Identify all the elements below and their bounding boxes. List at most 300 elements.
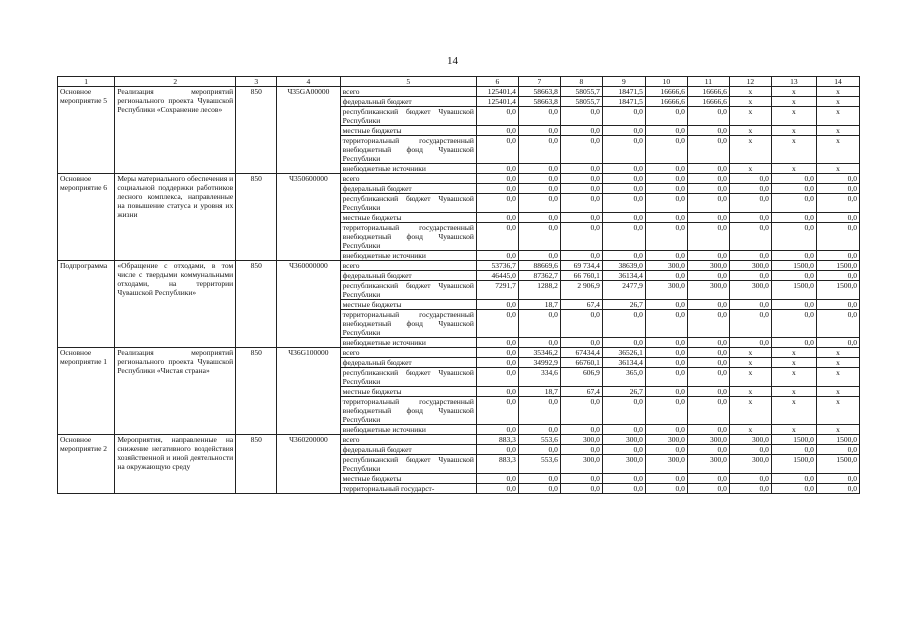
budget-table — [57, 76, 860, 494]
amount-cell: 16666,6 — [645, 97, 687, 107]
amount-cell: 16666,6 — [645, 87, 687, 97]
amount-cell: 0,0 — [518, 484, 560, 494]
amount-cell: 0,0 — [687, 445, 729, 455]
amount-cell: 300,0 — [687, 281, 729, 300]
amount-cell: x — [771, 368, 816, 387]
funding-source: территориальный государственный внебюджетный фонд Чувашской Республики — [340, 397, 476, 425]
amount-cell: x — [816, 358, 859, 368]
funding-source: республиканский бюджет Чувашской Республики — [340, 107, 476, 126]
amount-cell: 0,0 — [518, 107, 560, 126]
amount-cell: 0,0 — [476, 368, 518, 387]
funding-source: внебюджетные источники — [340, 251, 476, 261]
amount-cell: 0,0 — [560, 126, 602, 136]
amount-cell: 0,0 — [476, 126, 518, 136]
amount-cell: 0,0 — [816, 194, 859, 213]
amount-cell: 0,0 — [476, 338, 518, 348]
amount-cell: 0,0 — [602, 184, 645, 194]
amount-cell: 0,0 — [476, 136, 518, 164]
amount-cell: 0,0 — [645, 338, 687, 348]
funding-source: территориальный государст- — [340, 484, 476, 494]
amount-cell: 300,0 — [602, 455, 645, 474]
amount-cell: 0,0 — [771, 310, 816, 338]
funding-source: федеральный бюджет — [340, 445, 476, 455]
amount-cell: 0,0 — [560, 251, 602, 261]
amount-cell: 26,7 — [602, 387, 645, 397]
amount-cell: 0,0 — [645, 174, 687, 184]
amount-cell: 26,7 — [602, 300, 645, 310]
amount-cell: 0,0 — [602, 338, 645, 348]
amount-cell: 0,0 — [645, 126, 687, 136]
amount-cell: 0,0 — [476, 184, 518, 194]
amount-cell: 0,0 — [816, 474, 859, 484]
grbs-code: 850 — [236, 87, 277, 174]
header-row — [58, 77, 860, 87]
amount-cell: 0,0 — [816, 484, 859, 494]
amount-cell: 300,0 — [687, 261, 729, 271]
amount-cell: x — [771, 164, 816, 174]
amount-cell: 0,0 — [687, 310, 729, 338]
amount-cell: 58663,8 — [518, 87, 560, 97]
amount-cell: 0,0 — [602, 164, 645, 174]
amount-cell: x — [771, 397, 816, 425]
amount-cell: 0,0 — [729, 251, 771, 261]
amount-cell: 0,0 — [816, 310, 859, 338]
amount-cell: 0,0 — [476, 387, 518, 397]
amount-cell: 0,0 — [687, 387, 729, 397]
amount-cell: 0,0 — [645, 300, 687, 310]
amount-cell: 0,0 — [476, 397, 518, 425]
amount-cell: 0,0 — [645, 474, 687, 484]
column-header: 14 — [816, 77, 859, 87]
amount-cell: 0,0 — [645, 194, 687, 213]
amount-cell: 0,0 — [602, 174, 645, 184]
amount-cell: 0,0 — [771, 184, 816, 194]
amount-cell: x — [729, 107, 771, 126]
funding-source: всего — [340, 87, 476, 97]
amount-cell: 0,0 — [645, 164, 687, 174]
column-header: 1 — [58, 77, 115, 87]
amount-cell: 0,0 — [518, 223, 560, 251]
amount-cell: x — [771, 107, 816, 126]
amount-cell: 36134,4 — [602, 358, 645, 368]
amount-cell: 0,0 — [476, 425, 518, 435]
amount-cell: 67,4 — [560, 387, 602, 397]
amount-cell: 0,0 — [645, 348, 687, 358]
amount-cell: 0,0 — [771, 194, 816, 213]
table-row — [58, 87, 860, 97]
amount-cell: 0,0 — [476, 223, 518, 251]
amount-cell: 0,0 — [687, 223, 729, 251]
amount-cell: 0,0 — [687, 348, 729, 358]
amount-cell: 125401,4 — [476, 97, 518, 107]
amount-cell: 7291,7 — [476, 281, 518, 300]
funding-source: федеральный бюджет — [340, 358, 476, 368]
amount-cell: 0,0 — [687, 397, 729, 425]
funding-source: внебюджетные источники — [340, 338, 476, 348]
column-header: 9 — [602, 77, 645, 87]
amount-cell: x — [816, 368, 859, 387]
amount-cell: 1500,0 — [771, 455, 816, 474]
amount-cell: 2 906,9 — [560, 281, 602, 300]
amount-cell: 46445,0 — [476, 271, 518, 281]
amount-cell: 0,0 — [687, 338, 729, 348]
amount-cell: 0,0 — [816, 174, 859, 184]
amount-cell: 1500,0 — [816, 455, 859, 474]
amount-cell: 0,0 — [602, 310, 645, 338]
amount-cell: 67434,4 — [560, 348, 602, 358]
amount-cell: 0,0 — [476, 358, 518, 368]
amount-cell: 16666,6 — [687, 87, 729, 97]
amount-cell: x — [729, 358, 771, 368]
amount-cell: 0,0 — [602, 484, 645, 494]
amount-cell: x — [729, 164, 771, 174]
amount-cell: 0,0 — [476, 107, 518, 126]
amount-cell: 0,0 — [687, 194, 729, 213]
amount-cell: 0,0 — [560, 223, 602, 251]
amount-cell: 0,0 — [687, 213, 729, 223]
amount-cell: 0,0 — [560, 107, 602, 126]
amount-cell: 0,0 — [729, 223, 771, 251]
amount-cell: 88669,6 — [518, 261, 560, 271]
amount-cell: 1500,0 — [771, 281, 816, 300]
amount-cell: 0,0 — [771, 251, 816, 261]
funding-source: внебюджетные источники — [340, 164, 476, 174]
column-header: 13 — [771, 77, 816, 87]
amount-cell: 0,0 — [687, 126, 729, 136]
amount-cell: 0,0 — [560, 445, 602, 455]
amount-cell: 0,0 — [687, 300, 729, 310]
amount-cell: 0,0 — [729, 310, 771, 338]
amount-cell: 0,0 — [687, 474, 729, 484]
measure-type: Основное мероприятие 1 — [58, 348, 115, 435]
amount-cell: 883,3 — [476, 455, 518, 474]
column-header: 11 — [687, 77, 729, 87]
amount-cell: 87362,7 — [518, 271, 560, 281]
amount-cell: 0,0 — [645, 251, 687, 261]
amount-cell: 1500,0 — [771, 261, 816, 271]
amount-cell: 0,0 — [771, 213, 816, 223]
amount-cell: 300,0 — [687, 455, 729, 474]
amount-cell: 0,0 — [560, 474, 602, 484]
funding-source: всего — [340, 435, 476, 445]
amount-cell: 36526,1 — [602, 348, 645, 358]
amount-cell: x — [771, 358, 816, 368]
amount-cell: 300,0 — [645, 435, 687, 445]
amount-cell: 0,0 — [816, 300, 859, 310]
funding-source: федеральный бюджет — [340, 271, 476, 281]
amount-cell: x — [816, 425, 859, 435]
amount-cell: 2477,9 — [602, 281, 645, 300]
amount-cell: 0,0 — [645, 445, 687, 455]
amount-cell: 0,0 — [729, 174, 771, 184]
grbs-code: 850 — [236, 435, 277, 494]
column-header: 10 — [645, 77, 687, 87]
amount-cell: 300,0 — [729, 261, 771, 271]
budget-code: Ч350600000 — [277, 174, 341, 261]
amount-cell: 18,7 — [518, 387, 560, 397]
amount-cell: 0,0 — [602, 107, 645, 126]
amount-cell: 0,0 — [560, 136, 602, 164]
amount-cell: 18471,5 — [602, 87, 645, 97]
amount-cell: x — [816, 397, 859, 425]
amount-cell: 300,0 — [645, 261, 687, 271]
funding-source: федеральный бюджет — [340, 184, 476, 194]
funding-source: федеральный бюджет — [340, 97, 476, 107]
amount-cell: 0,0 — [476, 300, 518, 310]
amount-cell: 553,6 — [518, 455, 560, 474]
funding-source: местные бюджеты — [340, 474, 476, 484]
amount-cell: 0,0 — [602, 474, 645, 484]
amount-cell: x — [816, 87, 859, 97]
amount-cell: 0,0 — [687, 164, 729, 174]
amount-cell: 0,0 — [518, 126, 560, 136]
measure-type: Основное мероприятие 5 — [58, 87, 115, 174]
amount-cell: 67,4 — [560, 300, 602, 310]
measure-name: Меры материального обеспечения и социальной поддержки работников лесного комплекса, направленные на повышение статуса и уровня их жизни — [115, 174, 236, 261]
amount-cell: x — [816, 107, 859, 126]
budget-code: Ч360000000 — [277, 261, 341, 348]
amount-cell: 0,0 — [518, 251, 560, 261]
amount-cell: 0,0 — [816, 445, 859, 455]
amount-cell: x — [771, 136, 816, 164]
amount-cell: 36134,4 — [602, 271, 645, 281]
funding-source: всего — [340, 261, 476, 271]
amount-cell: 0,0 — [729, 300, 771, 310]
amount-cell: 1288,2 — [518, 281, 560, 300]
amount-cell: 0,0 — [560, 184, 602, 194]
amount-cell: 0,0 — [816, 271, 859, 281]
amount-cell: 0,0 — [476, 194, 518, 213]
amount-cell: 0,0 — [645, 387, 687, 397]
amount-cell: 0,0 — [645, 184, 687, 194]
amount-cell: x — [816, 387, 859, 397]
amount-cell: 53736,7 — [476, 261, 518, 271]
amount-cell: 0,0 — [687, 271, 729, 281]
amount-cell: 0,0 — [687, 174, 729, 184]
amount-cell: 0,0 — [645, 107, 687, 126]
amount-cell: 0,0 — [560, 397, 602, 425]
amount-cell: 0,0 — [771, 484, 816, 494]
amount-cell: 0,0 — [560, 310, 602, 338]
amount-cell: 0,0 — [476, 213, 518, 223]
amount-cell: 300,0 — [729, 455, 771, 474]
amount-cell: 0,0 — [476, 310, 518, 338]
amount-cell: 0,0 — [518, 310, 560, 338]
amount-cell: x — [816, 126, 859, 136]
amount-cell: 66760,1 — [560, 358, 602, 368]
amount-cell: 0,0 — [602, 223, 645, 251]
amount-cell: 0,0 — [602, 397, 645, 425]
amount-cell: 0,0 — [645, 397, 687, 425]
amount-cell: 0,0 — [687, 251, 729, 261]
column-header: 12 — [729, 77, 771, 87]
amount-cell: x — [729, 387, 771, 397]
amount-cell: 0,0 — [645, 425, 687, 435]
amount-cell: 0,0 — [518, 194, 560, 213]
amount-cell: 0,0 — [771, 445, 816, 455]
amount-cell: 18,7 — [518, 300, 560, 310]
amount-cell: 58055,7 — [560, 87, 602, 97]
funding-source: территориальный государственный внебюджетный фонд Чувашской Республики — [340, 223, 476, 251]
amount-cell: 18471,5 — [602, 97, 645, 107]
amount-cell: 0,0 — [560, 213, 602, 223]
amount-cell: 1500,0 — [816, 435, 859, 445]
funding-source: всего — [340, 174, 476, 184]
amount-cell: 1500,0 — [816, 281, 859, 300]
amount-cell: 0,0 — [771, 474, 816, 484]
amount-cell: 58055,7 — [560, 97, 602, 107]
amount-cell: 0,0 — [602, 425, 645, 435]
amount-cell: x — [729, 126, 771, 136]
amount-cell: 0,0 — [687, 184, 729, 194]
amount-cell: x — [729, 368, 771, 387]
amount-cell: 0,0 — [518, 174, 560, 184]
amount-cell: x — [729, 87, 771, 97]
funding-source: республиканский бюджет Чувашской Республики — [340, 368, 476, 387]
amount-cell: 0,0 — [518, 184, 560, 194]
column-header: 6 — [476, 77, 518, 87]
amount-cell: 0,0 — [816, 338, 859, 348]
amount-cell: 0,0 — [602, 194, 645, 213]
amount-cell: 300,0 — [645, 455, 687, 474]
amount-cell: x — [771, 87, 816, 97]
amount-cell: 0,0 — [560, 425, 602, 435]
amount-cell: 365,0 — [602, 368, 645, 387]
column-header: 5 — [340, 77, 476, 87]
amount-cell: 0,0 — [560, 338, 602, 348]
amount-cell: 0,0 — [687, 368, 729, 387]
amount-cell: 300,0 — [729, 435, 771, 445]
amount-cell: 0,0 — [687, 484, 729, 494]
amount-cell: 38639,0 — [602, 261, 645, 271]
amount-cell: 300,0 — [602, 435, 645, 445]
amount-cell: 0,0 — [476, 251, 518, 261]
amount-cell: 300,0 — [560, 435, 602, 445]
amount-cell: 0,0 — [771, 174, 816, 184]
amount-cell: 0,0 — [729, 213, 771, 223]
funding-source: местные бюджеты — [340, 126, 476, 136]
measure-type: Основное мероприятие 6 — [58, 174, 115, 261]
budget-code: Ч35GA00000 — [277, 87, 341, 174]
column-header: 4 — [277, 77, 341, 87]
amount-cell: 0,0 — [602, 445, 645, 455]
amount-cell: 0,0 — [645, 213, 687, 223]
amount-cell: 0,0 — [560, 484, 602, 494]
amount-cell: 0,0 — [476, 484, 518, 494]
amount-cell: 0,0 — [687, 107, 729, 126]
amount-cell: x — [729, 136, 771, 164]
table-row — [58, 348, 860, 358]
amount-cell: 553,6 — [518, 435, 560, 445]
amount-cell: 0,0 — [476, 174, 518, 184]
funding-source: местные бюджеты — [340, 387, 476, 397]
funding-source: территориальный государственный внебюджетный фонд Чувашской Республики — [340, 310, 476, 338]
amount-cell: 883,3 — [476, 435, 518, 445]
amount-cell: 1500,0 — [771, 435, 816, 445]
funding-source: республиканский бюджет Чувашской Республики — [340, 194, 476, 213]
amount-cell: x — [816, 136, 859, 164]
amount-cell: 0,0 — [560, 164, 602, 174]
amount-cell: x — [729, 397, 771, 425]
amount-cell: 0,0 — [645, 223, 687, 251]
amount-cell: 0,0 — [602, 126, 645, 136]
measure-type: Подпрограмма — [58, 261, 115, 348]
amount-cell: 125401,4 — [476, 87, 518, 97]
amount-cell: 0,0 — [518, 136, 560, 164]
amount-cell: x — [729, 425, 771, 435]
amount-cell: 34992,9 — [518, 358, 560, 368]
amount-cell: 0,0 — [645, 484, 687, 494]
funding-source: всего — [340, 348, 476, 358]
budget-code: Ч36G100000 — [277, 348, 341, 435]
amount-cell: 0,0 — [771, 223, 816, 251]
budget-code: Ч360200000 — [277, 435, 341, 494]
amount-cell: 0,0 — [687, 358, 729, 368]
amount-cell: 0,0 — [518, 213, 560, 223]
amount-cell: 0,0 — [602, 136, 645, 164]
column-header: 8 — [560, 77, 602, 87]
amount-cell: 0,0 — [771, 300, 816, 310]
amount-cell: x — [816, 348, 859, 358]
measure-name: «Обращение с отходами, в том числе с твердыми коммунальными отходами, на территории Чувашской Республики» — [115, 261, 236, 348]
amount-cell: 606,9 — [560, 368, 602, 387]
grbs-code: 850 — [236, 348, 277, 435]
funding-source: внебюджетные источники — [340, 425, 476, 435]
amount-cell: x — [771, 126, 816, 136]
amount-cell: x — [729, 97, 771, 107]
amount-cell: 0,0 — [476, 164, 518, 174]
amount-cell: 0,0 — [602, 213, 645, 223]
funding-source: территориальный государственный внебюджетный фонд Чувашской Республики — [340, 136, 476, 164]
column-header: 2 — [115, 77, 236, 87]
table-row — [58, 261, 860, 271]
column-header: 7 — [518, 77, 560, 87]
amount-cell: x — [771, 387, 816, 397]
amount-cell: 0,0 — [729, 474, 771, 484]
amount-cell: 0,0 — [518, 445, 560, 455]
amount-cell: 0,0 — [476, 474, 518, 484]
column-header: 3 — [236, 77, 277, 87]
amount-cell: x — [771, 97, 816, 107]
amount-cell: 0,0 — [645, 136, 687, 164]
amount-cell: 300,0 — [645, 281, 687, 300]
amount-cell: 0,0 — [729, 484, 771, 494]
amount-cell: 0,0 — [729, 271, 771, 281]
amount-cell: x — [816, 97, 859, 107]
measure-type: Основное мероприятие 2 — [58, 435, 115, 494]
grbs-code: 850 — [236, 174, 277, 261]
page-number: 14 — [447, 55, 458, 67]
amount-cell: 69 734,4 — [560, 261, 602, 271]
amount-cell: 0,0 — [729, 194, 771, 213]
grbs-code: 850 — [236, 261, 277, 348]
amount-cell: 0,0 — [771, 338, 816, 348]
amount-cell: 1500,0 — [816, 261, 859, 271]
amount-cell: 0,0 — [518, 425, 560, 435]
measure-name: Мероприятия, направленные на снижение негативного воздействия хозяйственной и иной деятельности на окружающую среду — [115, 435, 236, 494]
funding-source: местные бюджеты — [340, 300, 476, 310]
amount-cell: 0,0 — [687, 425, 729, 435]
amount-cell: 0,0 — [816, 223, 859, 251]
amount-cell: x — [816, 164, 859, 174]
amount-cell: x — [771, 425, 816, 435]
amount-cell: 35346,2 — [518, 348, 560, 358]
amount-cell: 0,0 — [645, 271, 687, 281]
amount-cell: 0,0 — [560, 174, 602, 184]
table-row — [58, 174, 860, 184]
amount-cell: 16666,6 — [687, 97, 729, 107]
amount-cell: 300,0 — [560, 455, 602, 474]
